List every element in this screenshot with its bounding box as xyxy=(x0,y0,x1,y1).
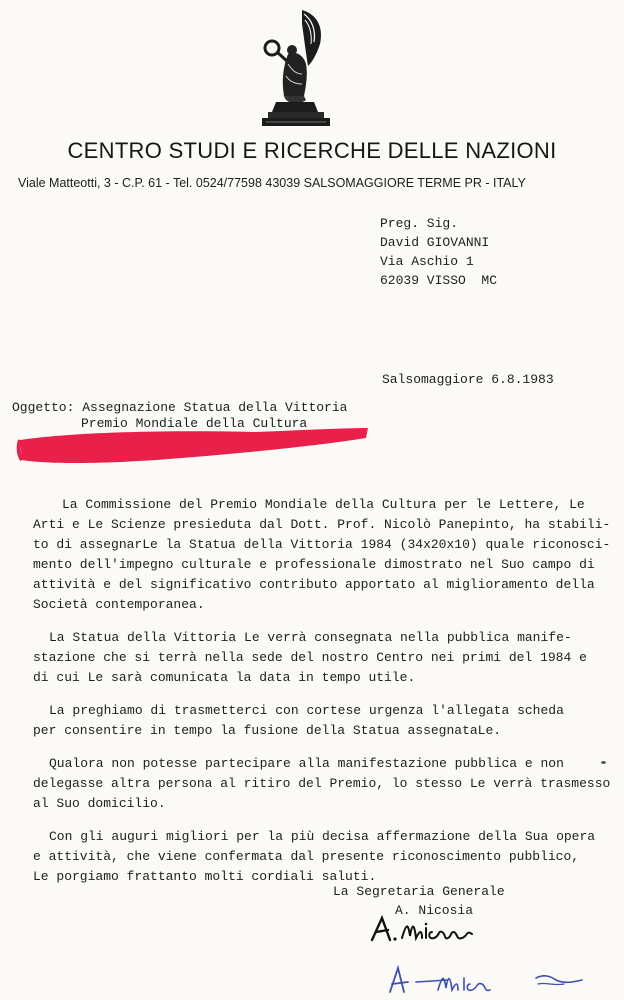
organization-address: Viale Matteotti, 3 - C.P. 61 - Tel. 0524/77598 43039 SALSOMAGGIORE TERME PR - ITALY xyxy=(18,176,526,190)
body-line: attività e del significativo contributo apportato al miglioramento della xyxy=(33,577,595,592)
body-line: La preghiamo di trasmetterci con cortese urgenza l'allegata scheda xyxy=(49,703,564,718)
body-line: per consentire in tempo la fusione della Statua assegnataLe. xyxy=(33,723,502,738)
body-paragraph xyxy=(33,827,618,887)
signoff-title: La Segretaria Generale xyxy=(333,884,505,899)
body-line: Con gli auguri migliori per la più decisa affermazione della Sua opera xyxy=(49,829,596,844)
signoff-name: A. Nicosia xyxy=(395,903,474,918)
body-line: La Statua della Vittoria Le verrà consegnata nella pubblica manife- xyxy=(49,630,572,645)
body-line: Le porgiamo frattanto molti cordiali saluti. xyxy=(33,869,377,884)
ink-dot xyxy=(601,761,606,764)
body-paragraph xyxy=(33,495,618,615)
body-line: di cui Le sarà comunicata la data in tempo utile. xyxy=(33,670,416,685)
body-paragraph xyxy=(33,701,618,741)
recipient-line: Via Aschio 1 xyxy=(380,254,474,269)
body-line: Qualora non potesse partecipare alla manifestazione pubblica e non xyxy=(49,756,564,771)
recipient-line: David GIOVANNI xyxy=(380,235,490,250)
body-line: Società contemporanea. xyxy=(33,597,205,612)
subject-line: Premio Mondiale della Cultura xyxy=(81,416,308,431)
recipient-line: Preg. Sig. xyxy=(380,216,459,231)
body-paragraph xyxy=(33,754,618,814)
organization-name: CENTRO STUDI E RICERCHE DELLE NAZIONI xyxy=(67,138,557,163)
victory-statue-logo xyxy=(258,4,334,130)
letter-date: Salsomaggiore 6.8.1983 xyxy=(382,372,554,387)
body-line: e attività, che viene confermata dal presente riconoscimento pubblico, xyxy=(33,849,580,864)
body-line: La Commissione del Premio Mondiale della Cultura per le Lettere, Le xyxy=(62,497,585,512)
body-line: stazione che si terrà nella sede del nostro Centro nei primi del 1984 e xyxy=(33,650,587,665)
subject-line: Assegnazione Statua della Vittoria xyxy=(82,400,348,415)
body-line: mento dell'impegno culturale e professionale dimostrato nel Suo campo di xyxy=(33,557,595,572)
subject-label: Oggetto: xyxy=(12,400,83,415)
recipient-line: 62039 VISSO MC xyxy=(380,273,498,288)
body-line: al Suo domicilio. xyxy=(33,796,166,811)
handwritten-signature-black xyxy=(368,912,478,946)
body-paragraph xyxy=(33,628,618,688)
body-line: Arti e Le Scienze presieduta dal Dott. Prof. Nicolò Panepinto, ha stabili- xyxy=(33,517,611,532)
recipient-block xyxy=(380,214,497,290)
body-line: to di assegnarLe la Statua della Vittoria 1984 (34x20x10) quale riconosci- xyxy=(33,537,611,552)
body-line: delegasse altra persona al ritiro del Premio, lo stesso Le verrà trasmesso xyxy=(33,776,611,791)
handwritten-signature-blue xyxy=(386,960,586,996)
letter-body xyxy=(33,495,618,900)
subject-block xyxy=(12,400,347,432)
